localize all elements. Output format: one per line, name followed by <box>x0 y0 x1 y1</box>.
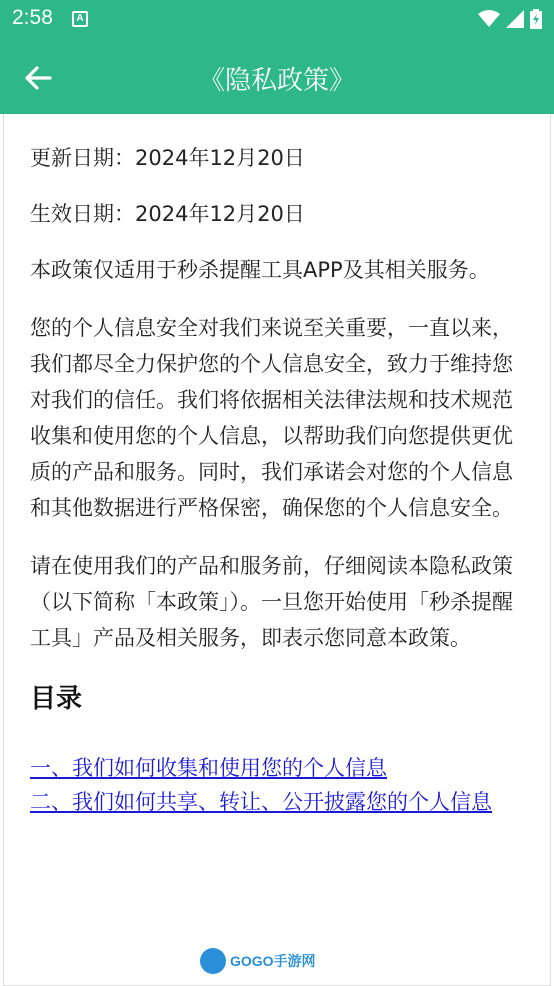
policy-content[interactable] <box>3 114 551 986</box>
watermark-logo-icon <box>200 948 226 974</box>
notice-paragraph: 请在使用我们的产品和服务前，仔细阅读本隐私政策（以下简称「本政策」）。一旦您开始使用「秒杀提醒工具」产品及相关服务，即表示您同意本政策。 <box>30 554 513 650</box>
watermark <box>200 948 316 974</box>
page-title: 《隐私政策》 <box>198 66 355 96</box>
toc-link[interactable]: 一、我们如何收集和使用您的个人信息 <box>30 756 387 780</box>
wifi-icon <box>478 10 500 28</box>
status-time: 2:58 <box>12 6 53 29</box>
toc-link[interactable]: 二、我们如何共享、转让、公开披露您的个人信息 <box>30 790 492 814</box>
toc-heading: 目录 <box>30 684 83 714</box>
notification-icon: A <box>72 11 88 27</box>
effective-date: 生效日期：2024年12月20日 <box>30 202 305 226</box>
app-bar <box>0 40 554 114</box>
intro-paragraph: 您的个人信息安全对我们来说至关重要，一直以来，我们都尽全力保护您的个人信息安全，致力于维持您对我们的信任。我们将依据相关法律法规和技术规范收集和使用您的个人信息，以帮助我们向您提供更优质的产品和服务。同时，我们承诺会对您的个人信息和其他数据进行严格保密，确保您的个人信息安全。 <box>30 316 513 520</box>
toc-list <box>30 751 524 819</box>
scope-paragraph: 本政策仅适用于秒杀提醒工具APP及其相关服务。 <box>30 258 490 282</box>
signal-icon <box>506 10 524 28</box>
status-bar <box>0 0 554 40</box>
watermark-text: GOGO手游网 <box>230 953 316 969</box>
battery-icon <box>530 9 542 29</box>
updated-date: 更新日期：2024年12月20日 <box>30 146 305 170</box>
